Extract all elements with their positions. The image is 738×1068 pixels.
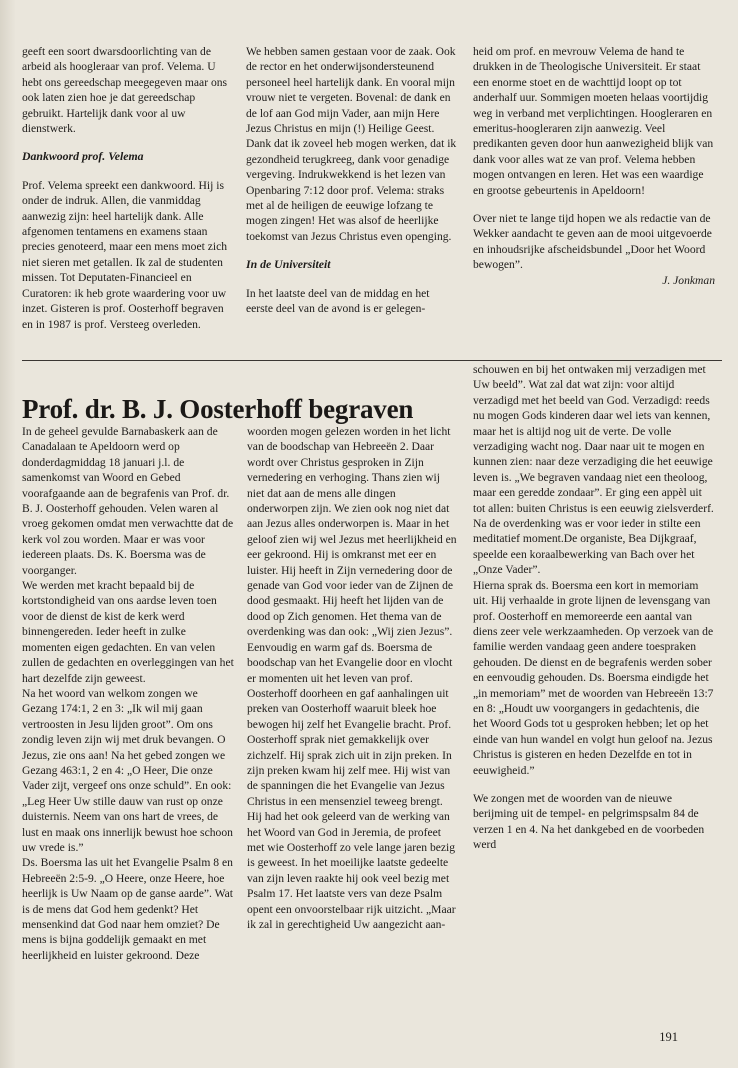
top-col1-subheading: Dankwoord prof. Velema — [22, 149, 144, 164]
article-column-1 — [22, 424, 236, 963]
article-col1-paragraph-2: We werden met kracht bepaald bij de kortstondigheid van ons aardse leven toen voor de dienst de kist de kerk werd binnengereden. Ieder heeft in zulke momenten eigen gedachten. En van velen zullen de gedachten en overleggingen van het hart dezelfde zijn geweest. — [22, 579, 234, 685]
page-number: 191 — [659, 1030, 678, 1044]
article-col3-paragraph-4: We zongen met de woorden van de nieuwe berijming uit de tempel- en pelgrimspsalm 84 de verzen 1 en 4. Na het dankgebed en de voorbeden werd — [473, 791, 705, 852]
article-col1-paragraph-3: Na het woord van welkom zongen we Gezang 174:1, 2 en 3: „Ik wil mij gaan vertroosten in Jesu lijden groot”. Om ons zondig leven zijn wij met druk bevangen. O Jezus, zie ons aan! Na het gebed zongen we Gezang 463:1, 2 en 4: „O Heer, Die onze Vader zijt, vergeef ons onze schuld”. En ook: „Leg Heer Uw stille dauw van rust op onze duisternis. Neem van ons hart de vrees, de lust en maak ons innerlijk bewust hoe schoon uw vrede is.” — [22, 686, 233, 854]
top-column-2 — [246, 44, 458, 317]
top-col2-subheading: In de Universiteit — [246, 257, 331, 272]
top-col2-paragraph-1: We hebben samen gestaan voor de zaak. Ook de rector en het onderwijsondersteunend personeel heel hartelijk dank. En vooral mijn vrouw niet te vergeten. Bovenal: de dank en de lof aan God mijn Vader, aan mijn Here Jezus Christus en mijn (!) Heilige Geest. Dank dat ik zoveel heb mogen werken, dat ik gezondheid terugkreeg, dank voor genadige vergeving. Indrukwekkend is het lezen van Openbaring 7:12 door prof. Velema: straks met al de heiligen de eeuwige lofzang te mogen zingen! Het was alsof de heerlijke toekomst van Jezus Christus even openging. — [246, 45, 457, 243]
article-col3-paragraph-2: Na de overdenking was er voor ieder in stilte een meditatief moment.De organiste, Bea Dijkgraaf, speelde een koraalbewerking van Bach over het „Onze Vader”. — [473, 517, 701, 577]
article-col1-paragraph-1: In de geheel gevulde Barnabaskerk aan de Canadalaan te Apeldoorn werd op donderdagmiddag 18 januari j.l. de samenkomst van Woord en Gebed voorafgaande aan de begrafenis van Prof. dr. B. J. Oosterhoff gehouden. Velen waren al vroeg gekomen omdat men verwachtte dat de kerk vol zou worden. Maar er was voor iedereen plaats. Ds. K. Boersma was de voorganger. — [22, 425, 234, 577]
article-col3-paragraph-1: schouwen en bij het ontwaken mij verzadigen met Uw beeld”. Wat zal dat wat zijn: voor altijd verzadigd met het beeld van God. Verzadigd: reeds nu mogen Gods kinderen daar wel iets van kennen, maar het is altijd nog uit de verte. De volle verzadiging wacht nog. Daar naar uit te mogen en kunnen zien: naar deze verzadiging die het eeuwige leven is. „We begraven vandaag niet een theoloog, maar een geredde zondaar”. Er ging een appèl uit tot allen: buiten Christus is een eeuwig zielsverderf. — [473, 363, 714, 515]
top-column-1 — [22, 44, 230, 332]
article-column-2 — [247, 424, 459, 932]
top-col1-paragraph-1: geeft een soort dwarsdoorlichting van de arbeid als hoogleraar van prof. Velema. U hebt ons gereedschap meegegeven maar ons ook laten zien hoe je dat gereedschap gebruikt. Hartelijk dank voor al uw dienstwerk. — [22, 45, 228, 136]
top-col2-paragraph-2: In het laatste deel van de middag en het eerste deel van de avond is er gelegen- — [246, 286, 430, 316]
author-signature: J. Jonkman — [662, 273, 715, 287]
article-title: Prof. dr. B. J. Oosterhoff begraven — [22, 394, 414, 425]
page-margin-shade — [0, 0, 16, 1068]
article-column-3 — [473, 362, 715, 853]
top-column-3 — [473, 44, 715, 288]
article-col1-paragraph-4: Ds. Boersma las uit het Evangelie Psalm 8 en Hebreeën 2:5-9. „O Heere, onze Heere, hoe heerlijk is Uw Naam op de ganse aarde”. Wat is de mens dat God hem gedenkt? Het mensenkind dat God naar hem omziet? De mens is bijna goddelijk gemaakt en met heerlijkheid en luister gekroond. Deze — [22, 856, 234, 962]
section-divider — [22, 360, 722, 361]
top-col1-paragraph-2: Prof. Velema spreekt een dankwoord. Hij is onder de indruk. Allen, die vanmiddag aanwezig zijn: heel hartelijk dank. Alle afgenomen tentamens en examens staan precies genoteerd, maar een mens moet zich niet sieren met getallen. Ik zal de studenten missen. Tot Deputaten-Financieel en Curatoren: ik heb grote waardering voor uw inzet. Gisteren is prof. Oosterhoff begraven en in 1987 is prof. Versteeg overleden. — [22, 178, 228, 331]
top-col3-paragraph-1: heid om prof. en mevrouw Velema de hand te drukken in de Theologische Universiteit. Er staat een enorme stoet en de wachttijd loopt op tot anderhalf uur. Sommigen moeten helaas voortijdig weg in verband met verplichtingen. Hoogleraren en emeritus-hoogleraren zijn aanwezig. Veel predikanten geven door hun aanwezigheid blijk van dank voor alles wat ze van prof. Velema hebben mogen ontvangen en leren. Het was een waardige en grootse gebeurtenis in Apeldoorn! — [473, 45, 714, 197]
article-col3-paragraph-3: Hierna sprak ds. Boersma een kort in memoriam uit. Hij verhaalde in grote lijnen de levensgang van prof. Oosterhoff en memoreerde een aantal van diens zeer vele werkzaamheden. Op verzoek van de familie werden vandaag geen andere toespraken gehouden. De dienst en de begrafenis werden sober en eenvoudig gehouden. Ds. Boersma eindigde het „in memoriam” met de woorden van Hebreeën 13:7 en 8: „Houdt uw voorgangers in gedachtenis, die het Woord Gods tot u gesproken hebben; let op het einde van hun wandel en volgt hun geloof na. Jezus Christus is gisteren en heden Dezelfde en tot in eeuwigheid.” — [473, 578, 714, 777]
top-col3-paragraph-2: Over niet te lange tijd hopen we als redactie van de Wekker aandacht te geven aan de mooi uitgevoerde en inhoudsrijke afscheidsbundel „Door het Woord bewogen”. — [473, 212, 712, 272]
article-col2-paragraph-1: woorden mogen gelezen worden in het licht van de boodschap van Hebreeën 2. Daar wordt over Christus gesproken in Zijn vernedering en verhoging. Thans zien wij niet dat aan de mens alle dingen onderworpen zijn. We zien ook nog niet dat aan Jezus alles onderworpen is. Maar in het geloof zien wij wel Jezus met heerlijkheid en eer gekroond. Hij is omkranst met eer en luister. Hij heeft in Zijn vernedering door de genade van God voor ieder van de Zijnen de dood gesmaakt. Hij heeft het lijden van de dood op Zich genomen. Het thema van de overdenking was dan ook: „Wij zien Jezus”. Eenvoudig en warm gaf ds. Boersma de boodschap van het Evangelie door en vlocht er momenten uit het leven van prof. Oosterhoff doorheen en gaf aanhalingen uit preken van Oosterhoff waaruit bleek hoe bewogen hij zelf het Evangelie bracht. Prof. Oosterhoff sprak niet gemakkelijk over zichzelf. Hij sprak zich uit in zijn preken. In zijn preken kwam hij zelf mee. Hij wist van de spanningen die het Evangelie van Jezus Christus in een mensenziel teweeg brengt. Hij had het ook geleerd van de werking van het Woord van God in Jeremia, de profeet met wie Oosterhoff zo vele lange jaren bezig is geweest. In het moeilijke laatste gedeelte van zijn leven raakte hij ook veel bezig met Psalm 17. Het laatste vers van deze Psalm opent een onvoorstelbaar rijk uitzicht. „Maar ik zal in gerechtigheid Uw aangezicht aan- — [247, 425, 457, 931]
